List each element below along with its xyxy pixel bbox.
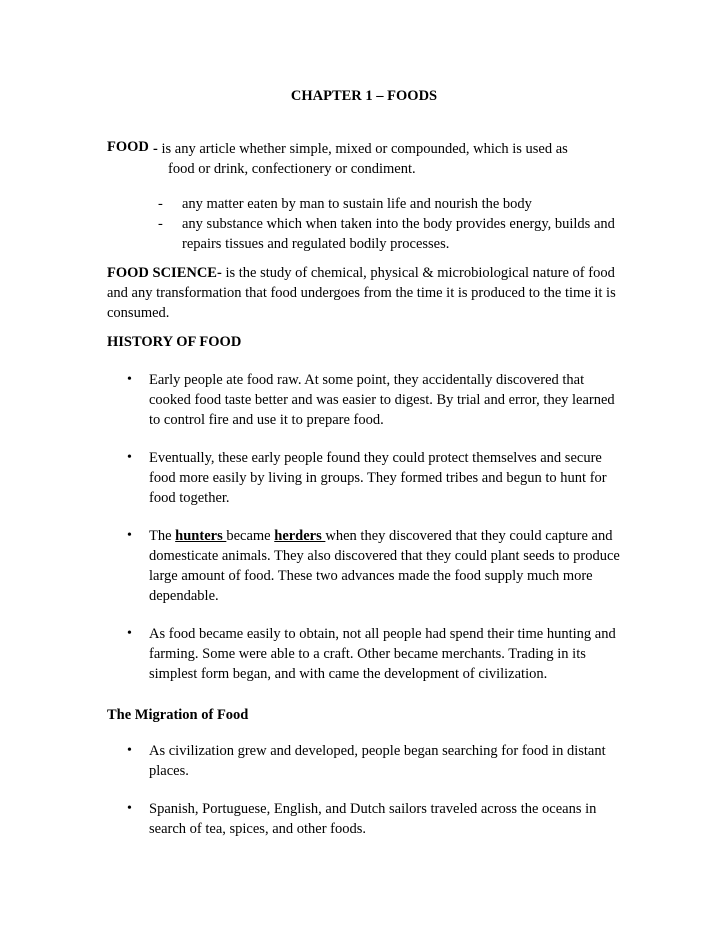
list-item-text: [149, 528, 620, 604]
text-fragment: The: [149, 528, 176, 544]
chapter-title: CHAPTER 1 – FOODS: [290, 88, 438, 104]
list-item-text: Spanish, Portuguese, English, and Dutch sailors traveled across the oceans in search of tea, spices, and other foods.: [149, 801, 597, 837]
text-fragment: when they discovered that they could capture and domesticate animals. They also discovered that they could plant seeds to produce large amount of food. These two advances made the food supply much more dependable.: [149, 528, 620, 604]
list-item: [107, 370, 622, 430]
dash-marker: -: [158, 196, 163, 212]
hunters-term: hunters: [175, 528, 227, 544]
bullet-marker: •: [127, 743, 132, 758]
food-definition-line1: is any article whether simple, mixed or compounded, which is used as: [157, 141, 568, 157]
list-item-text: As food became easily to obtain, not all people had spend their time hunting and farming. Some were able to a craft. Other became merchants. Trading in its simplest form began, and with came the development of civilization.: [149, 626, 616, 682]
text-fragment: became: [226, 528, 275, 544]
list-item: [107, 799, 622, 839]
migration-heading: The Migration of Food: [107, 707, 249, 723]
food-science-paragraph: [107, 263, 622, 323]
list-item-text: any substance which when taken into the body provides energy, builds and repairs tissues and regulated bodily processes.: [182, 216, 615, 252]
food-points-list: [158, 194, 618, 254]
food-definition: [153, 139, 623, 179]
bullet-marker: •: [127, 450, 132, 465]
list-item: [158, 194, 618, 214]
bullet-marker: •: [127, 801, 132, 816]
list-item: [107, 624, 622, 684]
food-term: FOOD: [107, 139, 149, 155]
history-list: [107, 370, 622, 702]
herders-term: herders: [274, 528, 326, 544]
definition-dash: -: [153, 141, 158, 157]
list-item: [107, 741, 622, 781]
list-item-text: Early people ate food raw. At some point, they accidentally discovered that cooked food taste better and was easier to digest. By trial and error, they learned to control fire and use it to prepare food.: [149, 372, 615, 428]
list-item: [107, 526, 622, 606]
food-definition-line2: food or drink, confectionery or condiment.: [168, 161, 416, 177]
dash-marker: -: [158, 216, 163, 232]
bullet-marker: •: [127, 528, 132, 543]
list-item-text: As civilization grew and developed, people began searching for food in distant places.: [149, 743, 606, 779]
food-science-term: FOOD SCIENCE-: [107, 265, 222, 281]
bullet-marker: •: [127, 372, 132, 387]
migration-list: [107, 741, 622, 857]
list-item: [158, 214, 618, 254]
bullet-marker: •: [127, 626, 132, 641]
food-science-text: is the study of chemical, physical & microbiological nature of food and any transformation that food undergoes from the time it is produced to the time it is consumed.: [107, 265, 616, 321]
list-item-text: any matter eaten by man to sustain life and nourish the body: [182, 196, 532, 212]
history-heading: HISTORY OF FOOD: [107, 334, 242, 350]
list-item: [107, 448, 622, 508]
list-item-text: Eventually, these early people found they could protect themselves and secure food more easily by living in groups. They formed tribes and begun to hunt for food together.: [149, 450, 607, 506]
